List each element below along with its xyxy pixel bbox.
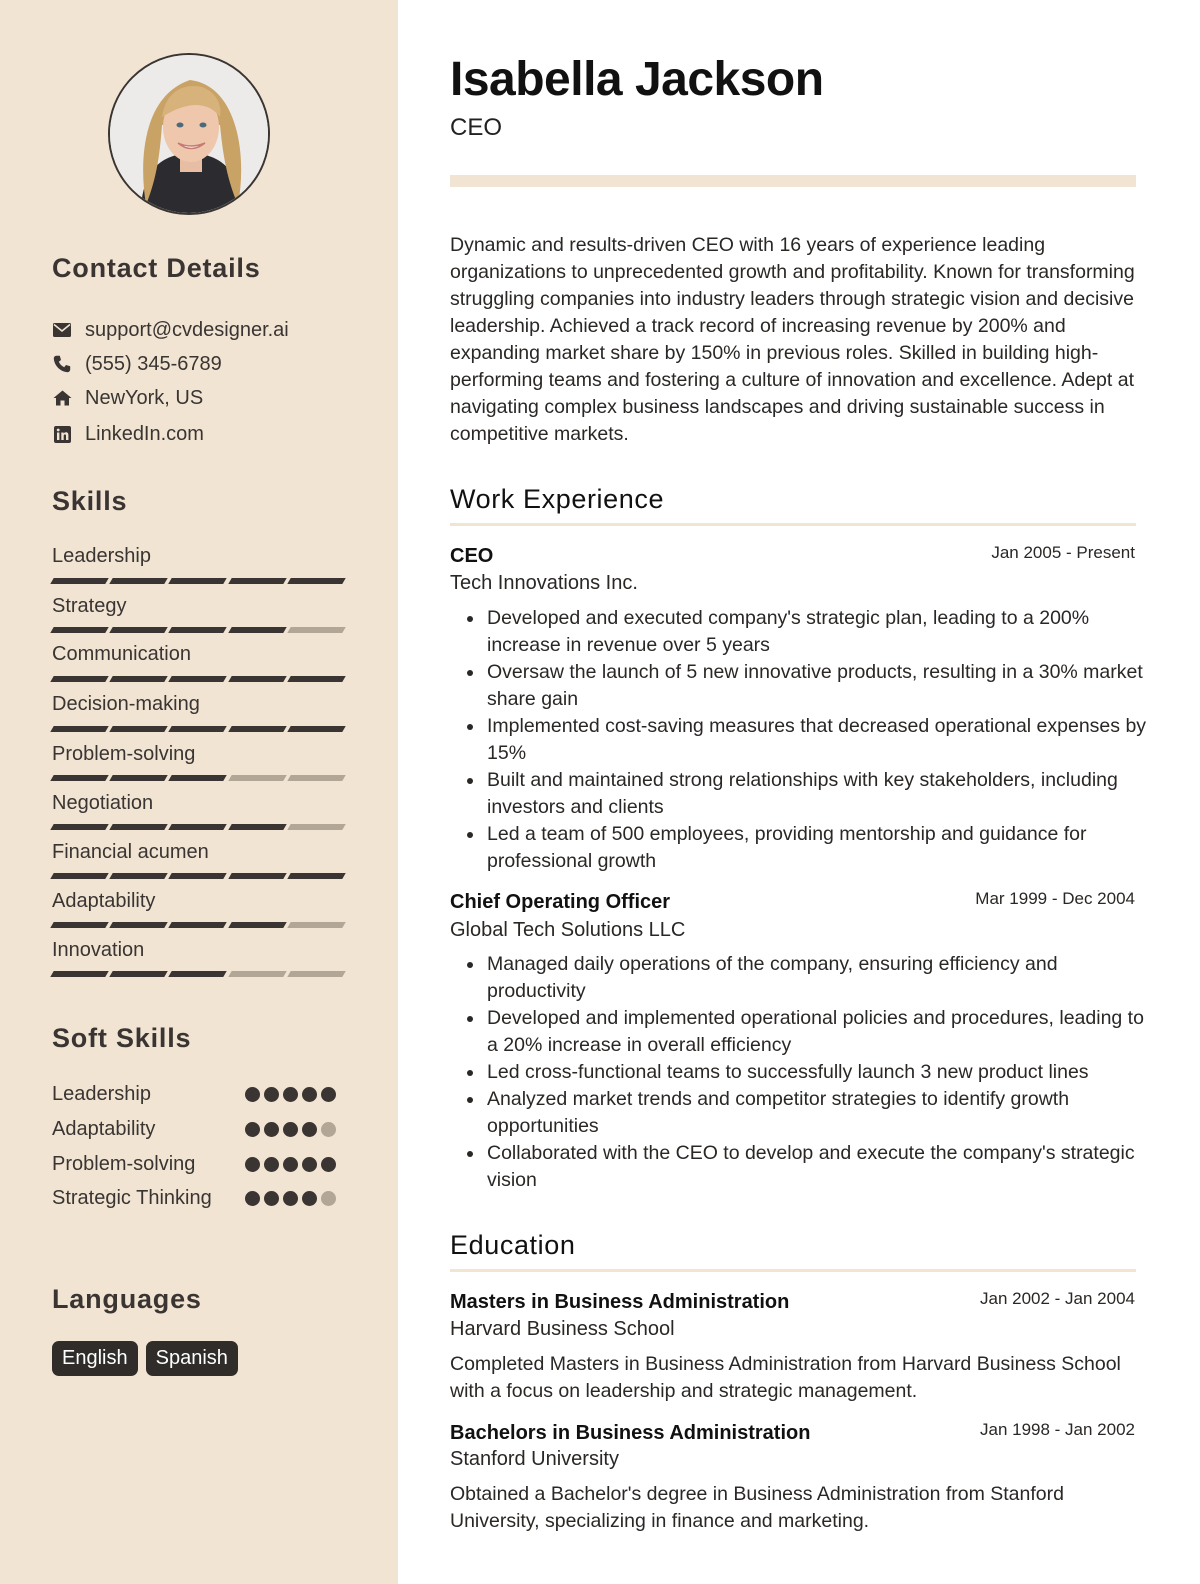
degree-description: Completed Masters in Business Administration from Harvard Business School with a focus on leadership and strategic management.	[450, 1353, 1121, 1402]
contact-phone[interactable]	[52, 349, 222, 379]
rating-dot	[264, 1087, 279, 1102]
job-bullet: Oversaw the launch of 5 new innovative products, resulting in a 30% market share gain	[487, 659, 1147, 713]
soft-skill-label: Leadership	[52, 1083, 151, 1105]
skill-level-segment	[169, 627, 228, 633]
skill-level-segment	[109, 726, 168, 732]
contact-linkedin[interactable]	[52, 419, 204, 449]
soft-skill-label: Strategic Thinking	[52, 1187, 212, 1209]
soft-skill-label: Problem-solving	[52, 1153, 196, 1175]
rating-dot	[283, 1122, 298, 1137]
school-name: Harvard Business School	[450, 1318, 675, 1340]
phone-text: (555) 345-6789	[85, 352, 222, 375]
skill-level-segment	[50, 873, 109, 879]
skill-label: Negotiation	[52, 792, 154, 814]
rating-dot	[321, 1191, 336, 1206]
skill-level-segment	[228, 726, 287, 732]
header-divider	[450, 175, 1136, 187]
job-dates: Jan 2005 - Present	[991, 543, 1135, 562]
contact-heading: Contact Details	[52, 253, 261, 283]
rating-dot	[302, 1191, 317, 1206]
soft-skill-rating	[245, 1191, 336, 1206]
skill-level-segment	[287, 775, 346, 781]
envelope-icon	[52, 320, 72, 340]
skill-label: Leadership	[52, 545, 151, 567]
skill-level-segment	[109, 775, 168, 781]
degree-dates: Jan 2002 - Jan 2004	[979, 1289, 1135, 1308]
skill-level-segment	[169, 726, 228, 732]
job-bullets	[487, 605, 1147, 875]
school-name: Stanford University	[450, 1448, 619, 1470]
skill-level-bar	[52, 922, 344, 928]
rating-dot	[302, 1157, 317, 1172]
phone-icon	[52, 354, 72, 374]
job-bullet: Analyzed market trends and competitor strategies to identify growth opportunities	[487, 1086, 1147, 1140]
skill-level-bar	[52, 627, 344, 633]
skill-label: Problem-solving	[52, 743, 196, 765]
skill-level-segment	[109, 627, 168, 633]
skill-level-segment	[228, 578, 287, 584]
main-content	[398, 0, 1200, 1584]
rating-dot	[245, 1087, 260, 1102]
education-heading: Education	[450, 1230, 576, 1260]
rating-dot	[264, 1191, 279, 1206]
skill-level-segment	[287, 627, 346, 633]
job-bullet: Developed and implemented operational policies and procedures, leading to a 20% increase in overall efficiency	[487, 1005, 1147, 1059]
rating-dot	[264, 1157, 279, 1172]
candidate-name: Isabella Jackson	[450, 53, 824, 106]
skill-level-bar	[52, 873, 344, 879]
language-pill: Spanish	[146, 1341, 238, 1376]
skill-level-segment	[109, 676, 168, 682]
sidebar	[0, 0, 398, 1584]
candidate-title: CEO	[450, 114, 503, 141]
skill-level-segment	[109, 922, 168, 928]
languages-list	[52, 1341, 238, 1376]
job-title: Chief Operating Officer	[450, 891, 671, 913]
skill-level-segment	[228, 873, 287, 879]
rating-dot	[283, 1191, 298, 1206]
skill-level-segment	[109, 578, 168, 584]
rating-dot	[321, 1087, 336, 1102]
skill-label: Adaptability	[52, 890, 156, 912]
skill-level-segment	[287, 676, 346, 682]
skill-level-segment	[287, 971, 346, 977]
rating-dot	[264, 1122, 279, 1137]
skill-level-segment	[50, 578, 109, 584]
skill-level-segment	[50, 676, 109, 682]
rating-dot	[321, 1157, 336, 1172]
rating-dot	[321, 1122, 336, 1137]
skill-level-segment	[228, 824, 287, 830]
skill-level-bar	[52, 971, 344, 977]
skill-level-bar	[52, 726, 344, 732]
linkedin-text: LinkedIn.com	[85, 422, 204, 445]
soft-skill-rating	[245, 1087, 336, 1102]
skill-level-segment	[228, 971, 287, 977]
skill-level-segment	[109, 873, 168, 879]
degree-dates: Jan 1998 - Jan 2002	[979, 1420, 1135, 1439]
soft-skill-rating	[245, 1157, 336, 1172]
skill-level-segment	[109, 824, 168, 830]
skill-level-segment	[287, 922, 346, 928]
skill-label: Financial acumen	[52, 841, 209, 863]
skill-level-segment	[228, 922, 287, 928]
skill-level-segment	[50, 775, 109, 781]
rating-dot	[245, 1122, 260, 1137]
job-bullet: Developed and executed company's strategic plan, leading to a 200% increase in revenue over 5 years	[487, 605, 1147, 659]
profile-photo-illustration	[110, 55, 270, 215]
rating-dot	[302, 1087, 317, 1102]
soft-skill-label: Adaptability	[52, 1118, 156, 1140]
rating-dot	[245, 1157, 260, 1172]
skill-level-bar	[52, 824, 344, 830]
email-text: support@cvdesigner.ai	[85, 318, 289, 341]
soft-skills-heading: Soft Skills	[52, 1023, 192, 1053]
job-bullet: Implemented cost-saving measures that decreased operational expenses by 15%	[487, 713, 1147, 767]
skill-level-segment	[287, 578, 346, 584]
job-bullet: Led a team of 500 employees, providing mentorship and guidance for professional growth	[487, 821, 1147, 875]
job-dates: Mar 1999 - Dec 2004	[975, 889, 1135, 908]
skill-level-segment	[287, 873, 346, 879]
skill-level-segment	[169, 578, 228, 584]
skill-level-segment	[169, 873, 228, 879]
skill-level-segment	[169, 971, 228, 977]
skill-level-segment	[50, 971, 109, 977]
linkedin-icon	[52, 424, 72, 444]
skill-level-segment	[50, 824, 109, 830]
skill-level-bar	[52, 578, 344, 584]
contact-location	[52, 383, 203, 413]
work-divider	[450, 523, 1136, 526]
skill-label: Decision-making	[52, 693, 200, 715]
languages-heading: Languages	[52, 1284, 202, 1314]
rating-dot	[302, 1122, 317, 1137]
home-icon	[52, 388, 72, 408]
skill-label: Strategy	[52, 595, 127, 617]
skill-level-segment	[169, 824, 228, 830]
location-text: NewYork, US	[85, 386, 204, 409]
skill-level-segment	[169, 922, 228, 928]
profile-photo	[108, 53, 270, 215]
skill-level-segment	[169, 676, 228, 682]
soft-skill-rating	[245, 1122, 336, 1137]
contact-email[interactable]	[52, 315, 289, 345]
job-title: CEO	[450, 545, 494, 567]
skill-label: Innovation	[52, 939, 145, 961]
skill-level-bar	[52, 676, 344, 682]
rating-dot	[283, 1157, 298, 1172]
skill-level-segment	[228, 775, 287, 781]
language-pill: English	[52, 1341, 138, 1376]
skill-level-segment	[50, 627, 109, 633]
summary-text: Dynamic and results-driven CEO with 16 years of experience leading organizations to unprecedented growth and profitability. Known for transforming struggling companies into industry leaders through strategic vision and decisive leadership. Achieved a track record of increasing revenue by 200% and expanding market share by 150% in previous roles. Skilled in building high-performing teams and fostering a culture of innovation and excellence. Adept at navigating complex business landscapes and driving sustainable success in competitive markets.	[450, 234, 1135, 445]
job-bullet: Led cross-functional teams to successfully launch 3 new product lines	[487, 1059, 1147, 1086]
job-bullet: Built and maintained strong relationships with key stakeholders, including investors and clients	[487, 767, 1147, 821]
skill-level-segment	[50, 922, 109, 928]
job-bullet: Collaborated with the CEO to develop and execute the company's strategic vision	[487, 1140, 1147, 1194]
skills-heading: Skills	[52, 486, 128, 516]
skill-level-segment	[109, 971, 168, 977]
skill-level-segment	[287, 824, 346, 830]
skill-level-bar	[52, 775, 344, 781]
rating-dot	[283, 1087, 298, 1102]
skill-label: Communication	[52, 643, 191, 665]
degree-title: Masters in Business Administration	[450, 1291, 790, 1313]
job-bullets	[487, 951, 1147, 1194]
rating-dot	[245, 1191, 260, 1206]
degree-description: Obtained a Bachelor's degree in Business Administration from Stanford University, specializing in finance and marketing.	[450, 1483, 1064, 1532]
skill-level-segment	[228, 676, 287, 682]
degree-title: Bachelors in Business Administration	[450, 1422, 811, 1444]
skill-level-segment	[287, 726, 346, 732]
skill-level-segment	[228, 627, 287, 633]
skill-level-segment	[169, 775, 228, 781]
skill-level-segment	[50, 726, 109, 732]
education-divider	[450, 1269, 1136, 1272]
work-heading: Work Experience	[450, 484, 665, 514]
job-company: Global Tech Solutions LLC	[450, 919, 686, 941]
job-company: Tech Innovations Inc.	[450, 572, 638, 594]
job-bullet: Managed daily operations of the company, ensuring efficiency and productivity	[487, 951, 1147, 1005]
